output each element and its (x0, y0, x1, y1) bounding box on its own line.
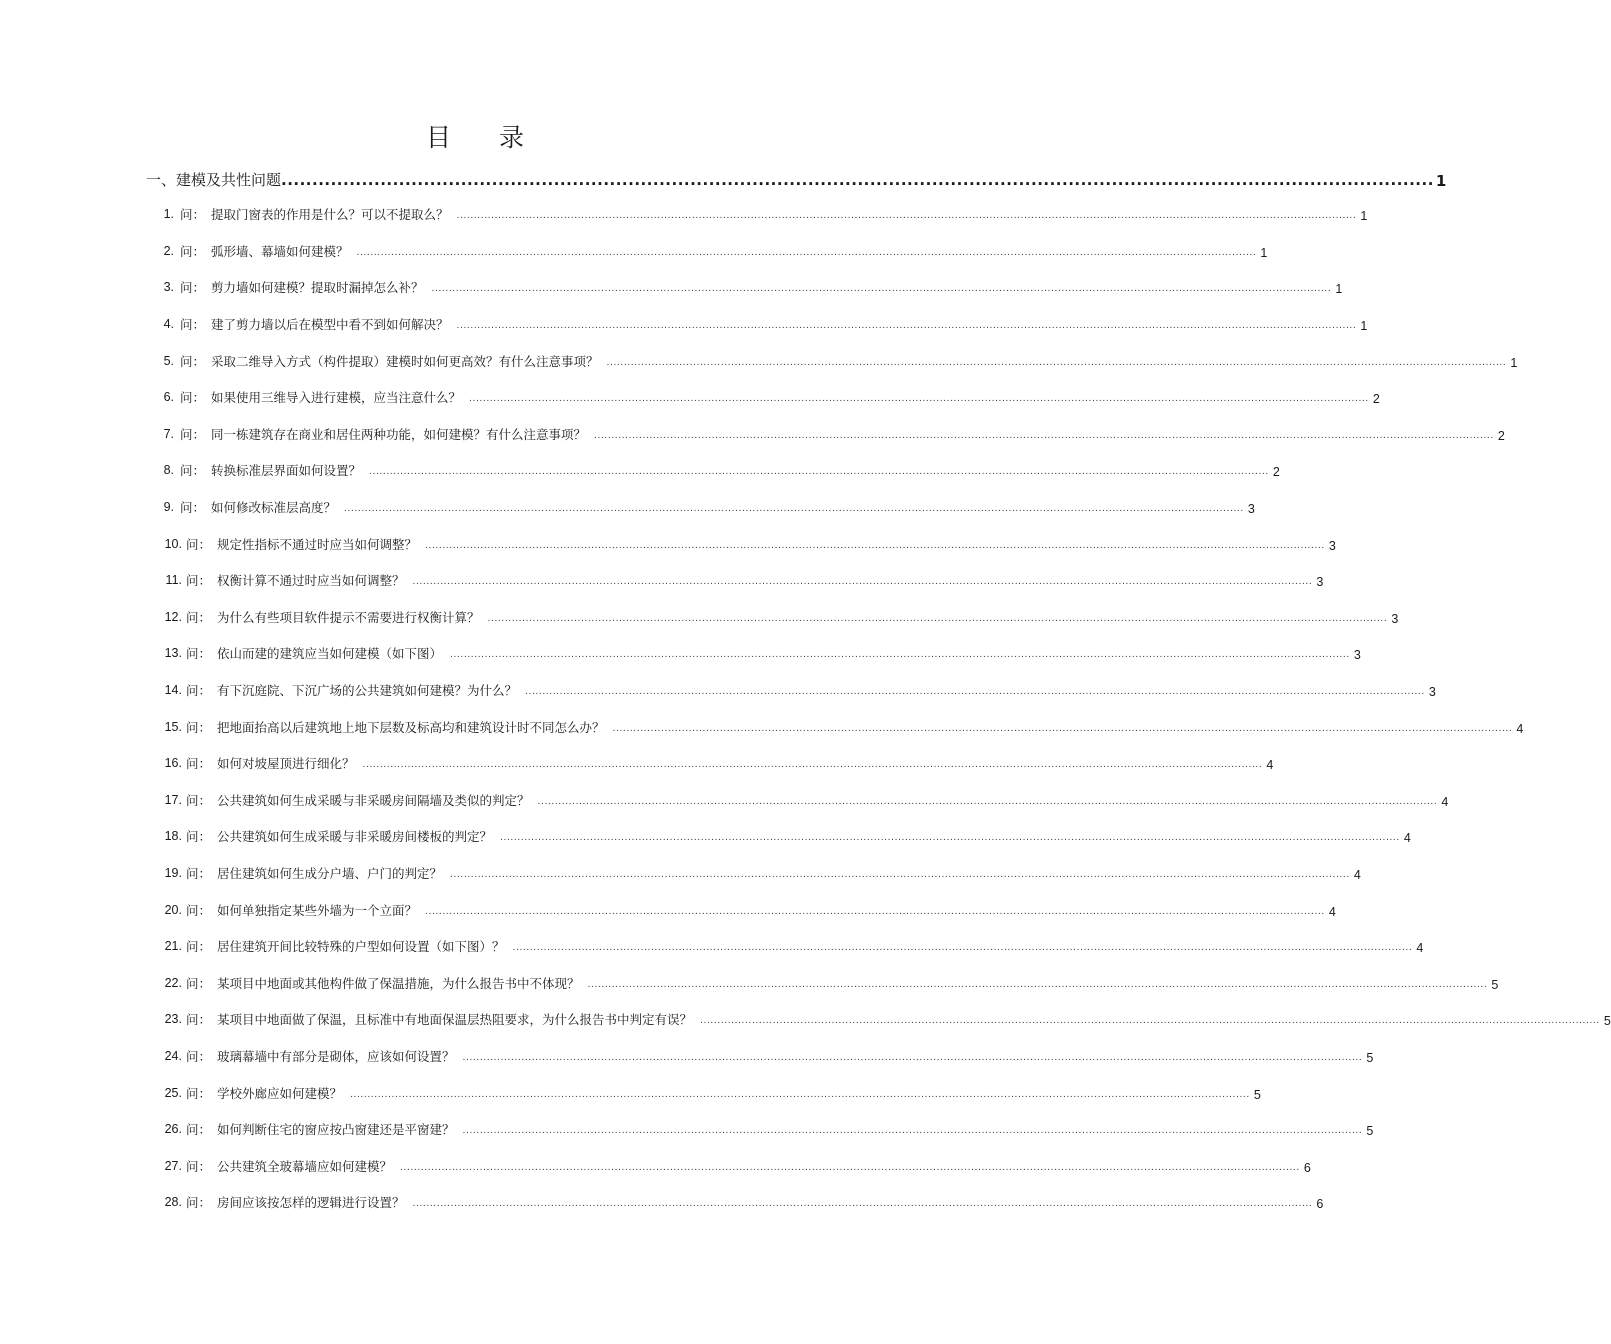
entry-dot-leader: .................................................................................................................................................................................................................................................................... (350, 1089, 1250, 1100)
toc-entry[interactable] (0, 1074, 1261, 1111)
entry-number: 21. (164, 939, 182, 954)
entry-question-text: 公共建筑如何生成采暖与非采暖房间楼板的判定？ (217, 829, 493, 845)
entry-line (186, 864, 1361, 882)
entry-question-label: 问： (186, 1085, 212, 1101)
entry-question-label: 问： (180, 353, 206, 369)
entry-question-text: 居住建筑如何生成分户墙、户门的判定？ (217, 865, 443, 881)
entry-page-number: 2 (1272, 465, 1280, 480)
entry-page-number: 4 (1441, 794, 1449, 809)
toc-entry[interactable] (0, 891, 1336, 928)
entry-number: 20. (164, 902, 182, 917)
entry-page-number: 1 (1260, 245, 1268, 260)
entry-number: 2. (163, 243, 174, 258)
entry-question-label: 问： (180, 426, 206, 442)
entry-line (186, 1047, 1374, 1065)
toc-entry[interactable] (0, 745, 1274, 782)
entry-question-label: 问： (186, 829, 212, 845)
entry-question-label: 问： (186, 1122, 212, 1138)
entry-line (186, 571, 1324, 590)
toc-entry[interactable] (0, 1184, 1324, 1221)
entry-number: 17. (164, 792, 182, 807)
page-title (0, 118, 950, 154)
entry-question-text: 为什么有些项目软件提示不需要进行权衡计算？ (217, 609, 480, 625)
entry-question-text: 如何单独指定某些外墙为一个立面？ (217, 902, 418, 918)
toc-entry-list (0, 196, 1611, 1221)
entry-number: 23. (164, 1012, 182, 1027)
entry-question-label: 问： (186, 1012, 212, 1028)
entry-dot-leader: .................................................................................................................................................................................................................................................................... (537, 796, 1438, 807)
entry-question-label: 问： (186, 1048, 212, 1064)
toc-entry[interactable] (0, 269, 1343, 306)
entry-question-label: 问： (180, 207, 206, 223)
entry-page-number: 1 (1360, 319, 1368, 334)
entry-dot-leader: .................................................................................................................................................................................................................................................................... (487, 613, 1388, 624)
entry-number: 15. (164, 719, 182, 734)
entry-question-label: 问： (186, 756, 212, 772)
entry-page-number: 4 (1353, 867, 1361, 882)
entry-dot-leader: .................................................................................................................................................................................................................................................................... (456, 211, 1357, 222)
entry-line (186, 937, 1424, 956)
entry-question-label: 问： (186, 646, 212, 662)
entry-number: 8. (163, 463, 174, 478)
toc-entry[interactable] (0, 708, 1524, 745)
entry-number: 25. (164, 1085, 182, 1100)
entry-question-text: 某项目中地面做了保温，且标准中有地面保温层热阻要求，为什么报告书中判定有误？ (217, 1012, 693, 1028)
entry-question-label: 问： (180, 243, 206, 259)
entry-number: 10. (164, 536, 182, 551)
entry-line (186, 974, 1499, 992)
entry-question-label: 问： (186, 536, 212, 552)
entry-question-label: 问： (186, 939, 212, 955)
entry-dot-leader: .................................................................................................................................................................................................................................................................... (344, 504, 1244, 515)
entry-line (180, 278, 1343, 297)
entry-page-number: 5 (1366, 1124, 1374, 1139)
entry-line (186, 754, 1274, 773)
entry-line (186, 901, 1336, 919)
entry-question-label: 问： (186, 609, 212, 625)
entry-dot-leader: .................................................................................................................................................................................................................................................................... (412, 1199, 1313, 1210)
entry-number: 1. (163, 207, 174, 222)
entry-page-number: 3 (1328, 538, 1336, 553)
entry-page-number: 4 (1516, 721, 1524, 736)
entry-dot-leader: .................................................................................................................................................................................................................................................................... (587, 979, 1488, 990)
entry-line (180, 242, 1268, 260)
entry-page-number: 5 (1603, 1014, 1611, 1029)
entry-question-label: 问： (180, 463, 206, 479)
entry-question-text: 转换标准层界面如何设置？ (211, 463, 362, 479)
entry-question-text: 建了剪力墙以后在模型中看不到如何解决？ (211, 317, 449, 333)
entry-question-label: 问： (186, 719, 212, 735)
entry-number: 18. (164, 829, 182, 844)
entry-page-number: 1 (1335, 282, 1343, 297)
entry-line (180, 498, 1255, 517)
entry-page-number: 4 (1328, 904, 1336, 919)
entry-page-number: 3 (1391, 611, 1399, 626)
entry-question-label: 问： (186, 865, 212, 881)
entry-question-text: 提取门窗表的作用是什么？可以不提取么？ (211, 207, 449, 223)
entry-number: 4. (163, 317, 174, 332)
entry-question-label: 问： (180, 317, 206, 333)
entry-question-text: 公共建筑如何生成采暖与非采暖房间隔墙及类似的判定？ (217, 792, 530, 808)
entry-line (180, 425, 1505, 443)
entry-number: 19. (164, 865, 182, 880)
entry-question-text: 规定性指标不通过时应当如何调整？ (217, 536, 418, 552)
entry-number: 3. (163, 280, 174, 295)
toc-entry[interactable] (0, 525, 1336, 562)
entry-line (186, 644, 1361, 663)
toc-entry[interactable] (0, 562, 1324, 599)
toc-entry[interactable] (0, 379, 1380, 416)
entry-line (186, 1157, 1311, 1175)
toc-entry[interactable] (0, 1038, 1374, 1075)
entry-dot-leader: .................................................................................................................................................................................................................................................................... (412, 577, 1313, 588)
entry-line (186, 1010, 1611, 1029)
entry-line (180, 461, 1280, 480)
entry-number: 14. (164, 683, 182, 698)
entry-question-text: 居住建筑开间比较特殊的户型如何设置（如下图）？ (217, 939, 505, 955)
entry-question-text: 学校外廊应如何建模？ (217, 1085, 343, 1101)
toc-section-heading[interactable] (146, 168, 1447, 190)
entry-number: 6. (163, 390, 174, 405)
entry-question-label: 问： (186, 683, 212, 699)
entry-page-number: 3 (1428, 685, 1436, 700)
toc-entry[interactable] (0, 599, 1399, 636)
entry-page-number: 6 (1316, 1197, 1324, 1212)
entry-question-text: 弧形墙、幕墙如何建模？ (211, 243, 349, 259)
entry-question-label: 问： (180, 390, 206, 406)
entry-line (180, 352, 1518, 370)
entry-number: 9. (163, 500, 174, 515)
toc-entry[interactable] (0, 342, 1518, 379)
entry-dot-leader: .................................................................................................................................................................................................................................................................... (362, 760, 1263, 771)
entry-dot-leader: .................................................................................................................................................................................................................................................................... (400, 1162, 1300, 1173)
entry-question-text: 如何对坡屋顶进行细化？ (217, 756, 355, 772)
entry-page-number: 1 (1360, 209, 1368, 224)
entry-question-text: 玻璃幕墙中有部分是砌体，应该如何设置？ (217, 1048, 455, 1064)
toc-entry[interactable] (0, 306, 1368, 343)
entry-dot-leader: .................................................................................................................................................................................................................................................................... (469, 394, 1369, 405)
entry-page-number: 5 (1253, 1087, 1261, 1102)
entry-dot-leader: .................................................................................................................................................................................................................................................................... (594, 430, 1494, 441)
entry-dot-leader: .................................................................................................................................................................................................................................................................... (450, 650, 1350, 661)
entry-question-text: 有下沉庭院、下沉广场的公共建筑如何建模？为什么？ (217, 683, 518, 699)
entry-dot-leader: .................................................................................................................................................................................................................................................................... (525, 687, 1425, 698)
entry-line (186, 535, 1336, 553)
entry-line (180, 388, 1380, 407)
entry-line (186, 1193, 1324, 1212)
toc-entry[interactable] (0, 818, 1411, 855)
entry-dot-leader: .................................................................................................................................................................................................................................................................... (512, 943, 1413, 954)
toc-entry[interactable] (0, 855, 1361, 892)
entry-question-text: 依山而建的建筑应当如何建模（如下图） (217, 646, 443, 662)
toc-entry[interactable] (0, 452, 1280, 489)
entry-dot-leader: .................................................................................................................................................................................................................................................................... (462, 1126, 1363, 1137)
entry-page-number: 3 (1247, 502, 1255, 517)
entry-question-label: 问： (186, 1195, 212, 1211)
entry-line (186, 1084, 1261, 1102)
entry-dot-leader: .................................................................................................................................................................................................................................................................... (356, 247, 1257, 258)
entry-dot-leader: .................................................................................................................................................................................................................................................................... (700, 1016, 1600, 1027)
toc-entry[interactable] (0, 964, 1499, 1001)
entry-dot-leader: .................................................................................................................................................................................................................................................................... (431, 284, 1332, 295)
toc-entry[interactable] (0, 489, 1255, 526)
entry-page-number: 3 (1353, 648, 1361, 663)
toc-entry[interactable] (0, 1111, 1374, 1148)
entry-number: 22. (164, 975, 182, 990)
entry-line (180, 205, 1368, 224)
entry-dot-leader: .................................................................................................................................................................................................................................................................... (606, 357, 1507, 368)
toc-entry[interactable] (0, 1147, 1311, 1184)
entry-number: 16. (164, 756, 182, 771)
entry-number: 7. (163, 426, 174, 441)
entry-question-label: 问： (186, 792, 212, 808)
entry-number: 12. (164, 609, 182, 624)
entry-line (186, 827, 1411, 846)
entry-page-number: 2 (1372, 392, 1380, 407)
entry-question-text: 如何修改标准层高度？ (211, 500, 337, 516)
entry-dot-leader: .................................................................................................................................................................................................................................................................... (369, 467, 1269, 478)
toc-entry[interactable] (0, 782, 1449, 819)
entry-question-label: 问： (186, 573, 212, 589)
toc-entry[interactable] (0, 416, 1505, 453)
entry-number: 27. (164, 1158, 182, 1173)
entry-question-text: 如何判断住宅的窗应按凸窗建还是平窗建？ (217, 1122, 455, 1138)
entry-dot-leader: .................................................................................................................................................................................................................................................................... (612, 723, 1513, 734)
entry-page-number: 4 (1416, 941, 1424, 956)
section-page-number: 1 (1435, 172, 1447, 190)
entry-question-label: 问： (186, 902, 212, 918)
entry-question-label: 问： (186, 1158, 212, 1174)
entry-page-number: 3 (1316, 575, 1324, 590)
entry-page-number: 4 (1266, 758, 1274, 773)
entry-page-number: 6 (1303, 1160, 1311, 1175)
entry-page-number: 2 (1497, 428, 1505, 443)
entry-question-text: 如果使用三维导入进行建模，应当注意什么？ (211, 390, 462, 406)
entry-number: 11. (165, 573, 182, 588)
section-label: 一、建模及共性问题 (146, 171, 282, 189)
entry-dot-leader: .................................................................................................................................................................................................................................................................... (500, 833, 1400, 844)
entry-question-text: 剪力墙如何建模？提取时漏掉怎么补？ (211, 280, 424, 296)
entry-page-number: 4 (1403, 831, 1411, 846)
entry-line (186, 681, 1436, 700)
entry-line (186, 791, 1449, 809)
title-part-1: 目 (425, 123, 451, 152)
entry-dot-leader: .................................................................................................................................................................................................................................................................... (456, 321, 1357, 332)
entry-question-label: 问： (186, 975, 212, 991)
entry-number: 28. (164, 1195, 182, 1210)
entry-question-text: 同一栋建筑存在商业和居住两种功能，如何建模？有什么注意事项？ (211, 426, 587, 442)
toc-entry[interactable] (0, 196, 1368, 233)
entry-question-text: 公共建筑全玻幕墙应如何建模？ (217, 1158, 393, 1174)
entry-page-number: 5 (1366, 1050, 1374, 1065)
entry-question-text: 把地面抬高以后建筑地上地下层数及标高均和建筑设计时不同怎么办？ (217, 719, 605, 735)
entry-line (186, 608, 1399, 626)
section-dot-leader: .......................................................................................................................................................................................... (281, 171, 1434, 189)
entry-line (180, 315, 1368, 334)
entry-number: 13. (164, 646, 182, 661)
entry-question-text: 某项目中地面或其他构件做了保温措施，为什么报告书中不体现？ (217, 975, 580, 991)
entry-question-text: 房间应该按怎样的逻辑进行设置？ (217, 1195, 405, 1211)
toc-entry[interactable] (0, 928, 1424, 965)
entry-dot-leader: .................................................................................................................................................................................................................................................................... (425, 906, 1325, 917)
entry-line (186, 718, 1524, 736)
entry-number: 24. (164, 1048, 182, 1063)
entry-number: 26. (164, 1122, 182, 1137)
toc-entry[interactable] (0, 1001, 1611, 1038)
entry-page-number: 5 (1491, 977, 1499, 992)
entry-question-label: 问： (180, 500, 206, 516)
entry-question-label: 问： (180, 280, 206, 296)
entry-question-text: 权衡计算不通过时应当如何调整？ (217, 573, 405, 589)
entry-page-number: 1 (1510, 355, 1518, 370)
toc-entry[interactable] (0, 672, 1436, 709)
entry-question-text: 采取二维导入方式（构件提取）建模时如何更高效？有什么注意事项？ (211, 353, 599, 369)
entry-dot-leader: .................................................................................................................................................................................................................................................................... (450, 869, 1350, 880)
entry-dot-leader: .................................................................................................................................................................................................................................................................... (425, 540, 1325, 551)
entry-dot-leader: .................................................................................................................................................................................................................................................................... (462, 1052, 1363, 1063)
toc-entry[interactable] (0, 233, 1268, 270)
entry-number: 5. (163, 353, 174, 368)
toc-entry[interactable] (0, 635, 1361, 672)
title-part-2: 录 (499, 123, 525, 152)
entry-line (186, 1120, 1374, 1139)
